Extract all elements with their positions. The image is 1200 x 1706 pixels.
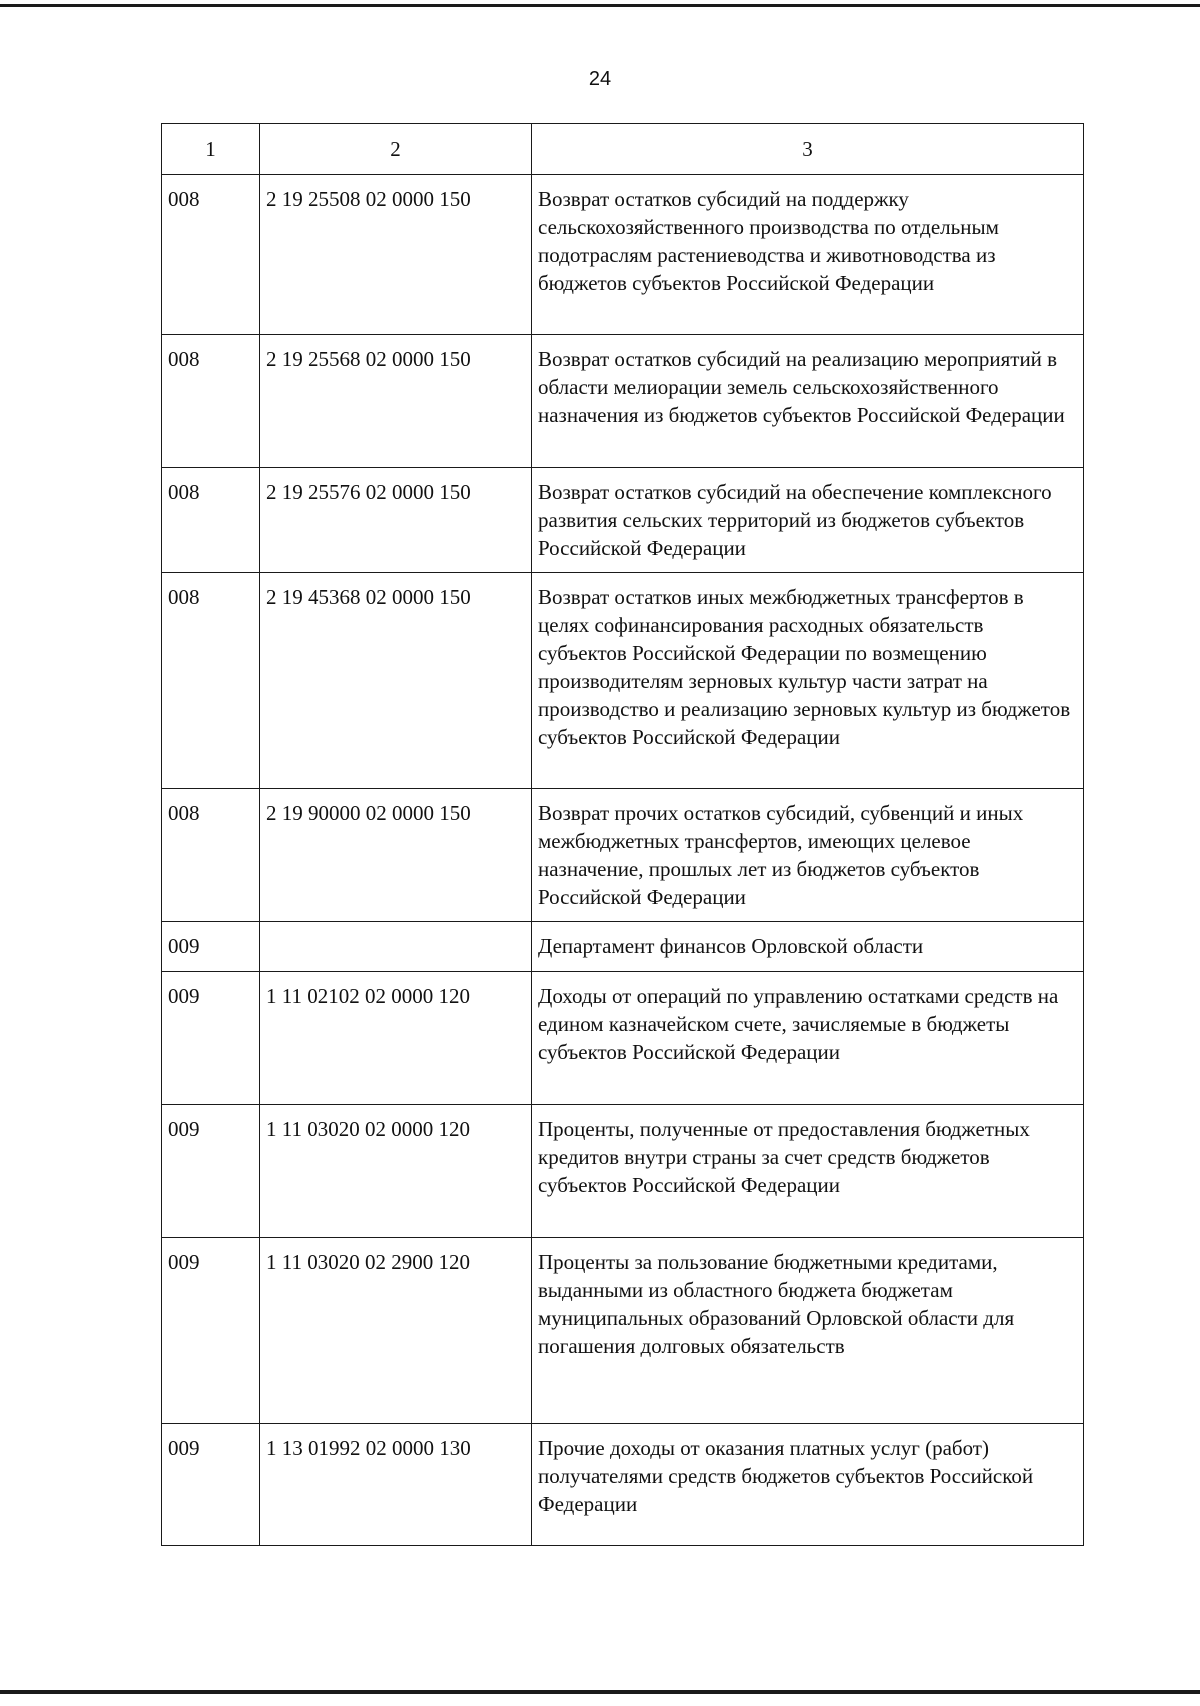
table-row	[162, 789, 1084, 922]
revenue-codes-table	[161, 123, 1084, 1546]
header-col-2: 2	[260, 124, 532, 175]
revenue-code-cell: 2 19 90000 02 0000 150	[260, 789, 532, 922]
header-col-1: 1	[162, 124, 260, 175]
admin-code-cell: 008	[162, 335, 260, 468]
table-row	[162, 1424, 1084, 1546]
description-cell: Проценты за пользование бюджетными кредитами, выданными из областного бюджета бюджетам муниципальных образований Орловской области для погашения долговых обязательств	[532, 1238, 1084, 1424]
revenue-code-cell: 1 11 02102 02 0000 120	[260, 972, 532, 1105]
admin-code-cell: 009	[162, 972, 260, 1105]
description-cell: Возврат остатков субсидий на поддержку сельскохозяйственного производства по отдельным подотраслям растениеводства и животноводства из бюджетов субъектов Российской Федерации	[532, 175, 1084, 335]
table-row	[162, 972, 1084, 1105]
revenue-code-cell: 1 13 01992 02 0000 130	[260, 1424, 532, 1546]
revenue-code-cell	[260, 922, 532, 972]
revenue-code-cell: 2 19 25576 02 0000 150	[260, 468, 532, 573]
revenue-code-cell: 1 11 03020 02 2900 120	[260, 1238, 532, 1424]
revenue-code-cell: 2 19 45368 02 0000 150	[260, 573, 532, 789]
revenue-code-cell: 2 19 25508 02 0000 150	[260, 175, 532, 335]
description-cell: Департамент финансов Орловской области	[532, 922, 1084, 972]
admin-code-cell: 009	[162, 1105, 260, 1238]
table-row	[162, 468, 1084, 573]
admin-code-cell: 008	[162, 789, 260, 922]
admin-code-cell: 009	[162, 1238, 260, 1424]
description-cell: Проценты, полученные от предоставления бюджетных кредитов внутри страны за счет средств бюджетов субъектов Российской Федерации	[532, 1105, 1084, 1238]
admin-code-cell: 009	[162, 1424, 260, 1546]
top-border-line	[0, 4, 1200, 7]
bottom-border-line	[0, 1690, 1200, 1694]
description-cell: Прочие доходы от оказания платных услуг (работ) получателями средств бюджетов субъектов Российской Федерации	[532, 1424, 1084, 1546]
description-cell: Возврат остатков субсидий на реализацию мероприятий в области мелиорации земель сельскохозяйственного назначения из бюджетов субъектов Российской Федерации	[532, 335, 1084, 468]
table-row	[162, 1238, 1084, 1424]
admin-code-cell: 009	[162, 922, 260, 972]
table-row	[162, 175, 1084, 335]
page-number: 24	[588, 68, 612, 90]
description-cell: Возврат остатков субсидий на обеспечение комплексного развития сельских территорий из бюджетов субъектов Российской Федерации	[532, 468, 1084, 573]
revenue-code-cell: 2 19 25568 02 0000 150	[260, 335, 532, 468]
revenue-code-cell: 1 11 03020 02 0000 120	[260, 1105, 532, 1238]
description-cell: Доходы от операций по управлению остатками средств на едином казначейском счете, зачисляемые в бюджеты субъектов Российской Федерации	[532, 972, 1084, 1105]
description-cell: Возврат остатков иных межбюджетных трансфертов в целях софинансирования расходных обязательств субъектов Российской Федерации по возмещению производителям зерновых культур части затрат на производство и реализацию зерновых культур из бюджетов субъектов Российской Федерации	[532, 573, 1084, 789]
description-cell: Возврат прочих остатков субсидий, субвенций и иных межбюджетных трансфертов, имеющих целевое назначение, прошлых лет из бюджетов субъектов Российской Федерации	[532, 789, 1084, 922]
admin-code-cell: 008	[162, 573, 260, 789]
table-header-row	[162, 124, 1084, 175]
admin-code-cell: 008	[162, 468, 260, 573]
table-row	[162, 573, 1084, 789]
header-col-3: 3	[532, 124, 1084, 175]
table-row	[162, 1105, 1084, 1238]
admin-code-cell: 008	[162, 175, 260, 335]
table-row	[162, 335, 1084, 468]
table-row	[162, 922, 1084, 972]
